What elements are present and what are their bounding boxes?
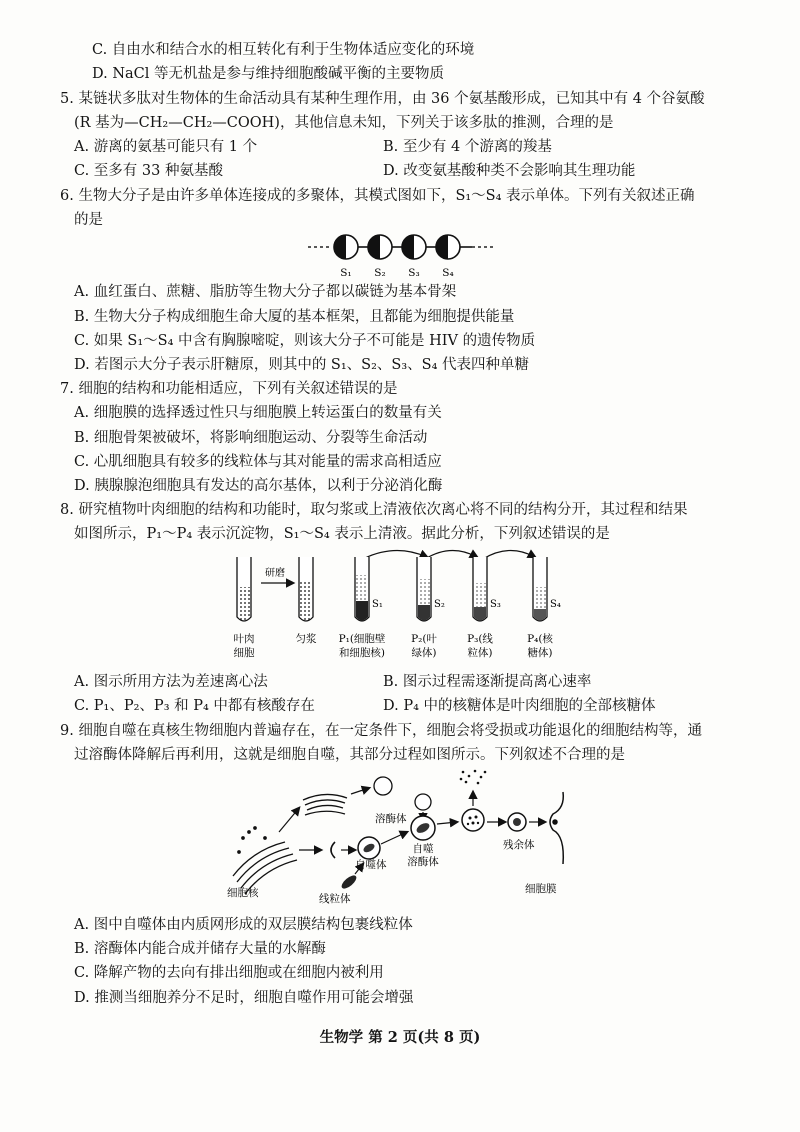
label-mitochondrion: 线粒体 [319,893,351,905]
q9-option-a: A. 图中自噬体由内质网形成的双层膜结构包裹线粒体 [74,917,413,933]
label-autophagolysosome-2: 溶酶体 [407,856,439,868]
tube-p4 [533,557,547,621]
cell-membrane [550,792,563,864]
q7-option-c: C. 心肌细胞具有较多的线粒体与其对能量的需求高相适应 [74,454,442,470]
q6-option-c: C. 如果 S₁～S₄ 中含有胸腺嘧啶，则该大分子不可能是 HIV 的遗传物质 [74,333,536,349]
tube-homogenate [299,557,313,621]
q5-option-a: A. 游离的氨基可能只有 1 个 [74,139,258,155]
label-s4-fig8: S₄ [550,599,561,610]
label-p2-1: P₂(叶 [411,633,437,645]
option-d-prev: D. NaCl 等无机盐是参与维持细胞酸碱平衡的主要物质 [92,66,444,82]
autophagosome [358,837,380,859]
label-p4-1: P₄(核 [527,633,553,645]
question-7-stem: 7. 细胞的结构和功能相适应，下列有关叙述错误的是 [60,381,398,397]
q9-option-b: B. 溶酶体内能合成并储存大量的水解酶 [74,941,326,957]
lysosome [374,777,392,795]
label-p2-2: 绿体) [411,647,437,659]
question-9-stem-cont: 过溶酶体降解后再利用，这就是细胞自噬，其部分过程如图所示。下列叙述不合理的是 [74,747,625,763]
label-s1-fig8: S₁ [372,599,383,610]
label-autophagolysosome-1: 自噬 [412,843,434,855]
q5-option-c: C. 至多有 33 种氨基酸 [74,163,223,179]
label-p1-2: 和细胞核) [338,647,386,659]
question-6-stem-cont: 的是 [74,212,103,228]
monomer-s3 [402,235,426,259]
monomer-s1 [334,235,358,259]
page-footer: 生物学 第 2 页(共 8 页) [319,1029,481,1046]
question-8-stem-cont: 如图所示，P₁～P₄ 表示沉淀物，S₁～S₄ 表示上清液。据此分析，下列叙述错误的是 [74,526,610,542]
label-homogenate: 匀浆 [295,633,317,645]
q8-option-c: C. P₁、P₂、P₃ 和 P₄ 中都有核酸存在 [74,698,315,714]
label-p1-1: P₁(细胞壁 [338,633,386,645]
q8-option-b: B. 图示过程需逐渐提高离心速率 [383,674,592,690]
tube-p2 [417,557,431,621]
label-leaf-cell-2: 细胞 [233,647,255,659]
label-cell-membrane: 细胞膜 [525,883,557,895]
q8-option-a: A. 图示所用方法为差速离心法 [74,674,268,690]
label-s2: S₂ [374,267,386,279]
option-c-prev: C. 自由水和结合水的相互转化有利于生物体适应变化的环境 [92,42,475,58]
polymer-diagram [300,228,500,280]
label-p4-2: 糖体) [527,647,553,659]
tube-p1 [355,557,369,621]
q5-option-b: B. 至少有 4 个游离的羧基 [383,139,552,155]
question-9-stem: 9. 细胞自噬在真核生物细胞内普遍存在，在一定条件下，细胞会将受损或功能退化的细胞结构等，通 [60,723,702,739]
q5-option-d: D. 改变氨基酸种类不会影响其生理功能 [383,163,636,179]
label-s1: S₁ [340,267,352,279]
q9-option-c: C. 降解产物的去向有排出细胞或在细胞内被利用 [74,965,384,981]
residual-body [508,813,526,831]
degrading-vesicle [462,809,484,831]
label-p3-2: 粒体) [467,647,493,659]
nucleus-er [233,827,297,894]
label-residual-body: 残余体 [503,839,535,851]
label-p3-1: P₃(线 [467,633,493,645]
label-nucleus: 细胞核 [227,887,259,899]
centrifugation-diagram [215,545,585,665]
mitochondrion [340,873,359,891]
grind-label: 研磨 [265,568,285,579]
label-autophagosome: 自噬体 [355,859,387,871]
q6-option-d: D. 若图示大分子表示肝糖原，则其中的 S₁、S₂、S₃、S₄ 代表四种单糖 [74,357,530,373]
q7-option-a: A. 细胞膜的选择透过性只与细胞膜上转运蛋白的数量有关 [74,405,442,421]
label-lysosome: 溶酶体 [375,813,407,825]
question-8-stem: 8. 研究植物叶肉细胞的结构和功能时，取匀浆或上清液依次离心将不同的结构分开，其过程和结果 [60,502,688,518]
tube-leaf-cell [237,557,251,621]
degradation-products [460,770,487,785]
q9-option-d: D. 推测当细胞养分不足时，细胞自噬作用可能会增强 [74,990,414,1006]
autophagolysosome [411,816,435,840]
q6-option-a: A. 血红蛋白、蔗糖、脂肪等生物大分子都以碳链为基本骨架 [74,284,457,300]
label-s3-fig8: S₃ [490,599,501,610]
question-5-stem-cont: (R 基为—CH₂—CH₂—COOH)，其他信息未知，下列关于该多肽的推测，合理的是 [74,115,614,131]
q7-option-d: D. 胰腺腺泡细胞具有发达的高尔基体，以利于分泌消化酶 [74,478,443,494]
autophagy-diagram [225,768,580,910]
golgi [303,794,347,815]
label-s2-fig8: S₂ [434,599,445,610]
monomer-s4 [436,235,460,259]
tube-p3 [473,557,487,621]
question-5-stem: 5. 某链状多肽对生物体的生命活动具有某种生理作用，由 36 个氨基酸形成，已知其中有 4 个谷氨酸 [60,91,705,107]
q8-option-d: D. P₄ 中的核糖体是叶肉细胞的全部核糖体 [383,698,656,714]
q7-option-b: B. 细胞骨架被破坏，将影响细胞运动、分裂等生命活动 [74,430,428,446]
label-s4: S₄ [442,267,454,279]
label-s3: S₃ [408,267,420,279]
monomer-s2 [368,235,392,259]
label-leaf-cell-1: 叶肉 [233,633,255,645]
q6-option-b: B. 生物大分子构成细胞生命大厦的基本框架，且都能为细胞提供能量 [74,309,515,325]
question-6-stem: 6. 生物大分子是由许多单体连接成的多聚体，其模式图如下，S₁～S₄ 表示单体。下列有关叙述正确 [60,188,695,204]
